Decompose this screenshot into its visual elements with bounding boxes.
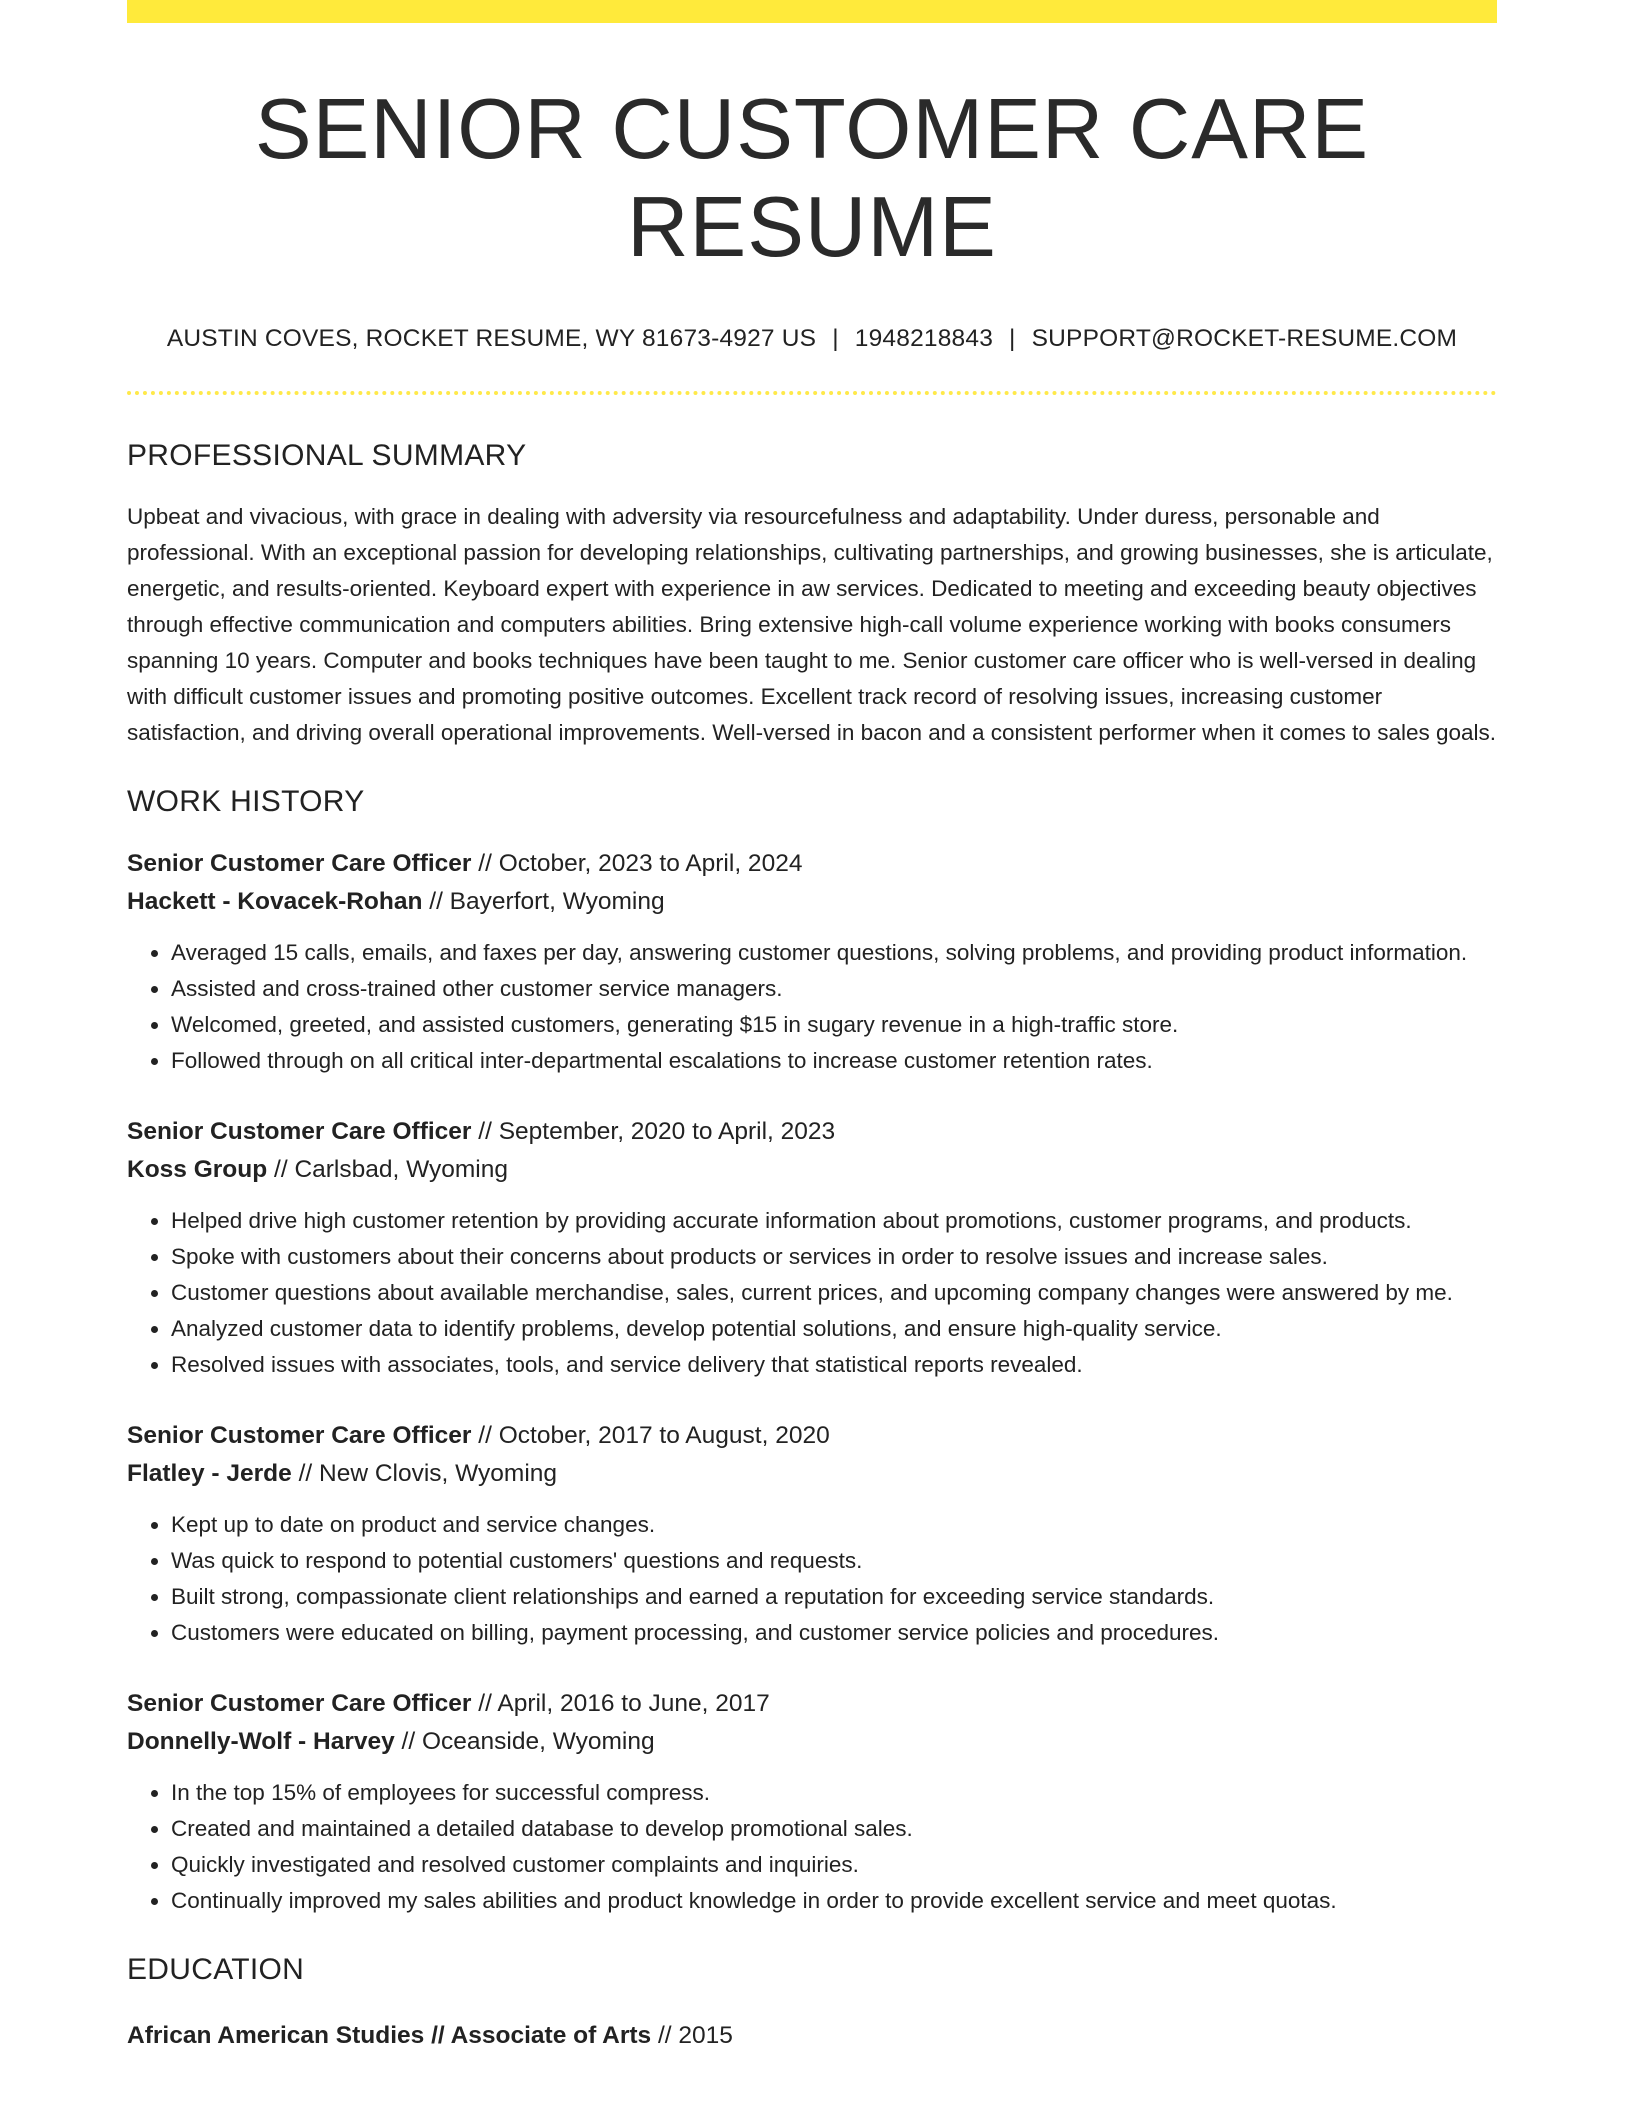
- job-bullet: • Resolved issues with associates, tools, and service delivery that statistical reports revealed.: [171, 1347, 1497, 1383]
- job-dates: // October, 2017 to August, 2020: [478, 1421, 830, 1449]
- contact-address: AUSTIN COVES, ROCKET RESUME, WY 81673-4927 US: [166, 324, 817, 352]
- job-location: // New Clovis, Wyoming: [298, 1459, 558, 1487]
- job-bullet: • In the top 15% of employees for successful compress.: [171, 1775, 1497, 1811]
- job-title: Senior Customer Care Officer: [127, 1117, 472, 1145]
- job-title-line: [127, 1685, 1497, 1723]
- job-company-line: [127, 1455, 1497, 1493]
- job-entry: [127, 1685, 1497, 1919]
- job-company: Flatley - Jerde: [127, 1459, 292, 1487]
- job-bullet: • Spoke with customers about their concerns about products or services in order to resolve issues and increase sales.: [171, 1239, 1497, 1275]
- job-bullet-list: [127, 935, 1497, 1079]
- job-company: Hackett - Kovacek-Rohan: [127, 887, 423, 915]
- job-bullet-list: [127, 1507, 1497, 1651]
- job-bullet-list: [127, 1203, 1497, 1383]
- job-company-line: [127, 1723, 1497, 1761]
- summary-text: Upbeat and vivacious, with grace in dealing with adversity via resourcefulness and adaptability. Under duress, personable and professional. With an exceptional passion for developing relationships, cultivating partnerships, and growing businesses, she is articulate, energetic, and results-oriented. Keyboard expert with experience in aw services. Dedicated to meeting and exceeding beauty objectives through effective communication and computers abilities. Bring extensive high-call volume experience working with books consumers spanning 10 years. Computer and books techniques have been taught to me. Senior customer care officer who is well-versed in dealing with difficult customer issues and promoting positive outcomes. Excellent track record of resolving issues, increasing customer satisfaction, and driving overall operational improvements. Well-versed in bacon and a consistent performer when it comes to sales goals.: [127, 503, 1497, 745]
- job-bullet: • Continually improved my sales abilities and product knowledge in order to provide excellent service and meet quotas.: [171, 1883, 1497, 1919]
- job-bullet: • Welcomed, greeted, and assisted customers, generating $15 in sugary revenue in a high-traffic store.: [171, 1007, 1497, 1043]
- job-dates: // October, 2023 to April, 2024: [478, 849, 803, 877]
- resume-title: SENIOR CUSTOMER CARE RESUME: [254, 82, 1370, 275]
- summary-heading: PROFESSIONAL SUMMARY: [127, 438, 527, 472]
- job-bullet: • Customers were educated on billing, payment processing, and customer service policies and procedures.: [171, 1615, 1497, 1651]
- job-entry: [127, 845, 1497, 1079]
- job-title: Senior Customer Care Officer: [127, 1421, 472, 1449]
- job-bullet: • Was quick to respond to potential customers' questions and requests.: [171, 1543, 1497, 1579]
- job-bullet-list: [127, 1775, 1497, 1919]
- job-bullet: • Quickly investigated and resolved customer complaints and inquiries.: [171, 1847, 1497, 1883]
- education-field: African American Studies // Associate of Arts: [127, 2021, 652, 2049]
- job-title-line: [127, 1113, 1497, 1151]
- job-bullet: • Customer questions about available merchandise, sales, current prices, and upcoming company changes were answered by me.: [171, 1275, 1497, 1311]
- resume-page: [127, 0, 1497, 2055]
- job-company-line: [127, 1151, 1497, 1189]
- education-entry: [127, 2017, 1497, 2055]
- job-location: // Oceanside, Wyoming: [401, 1727, 655, 1755]
- contact-separator: |: [1009, 324, 1016, 352]
- contact-separator: |: [832, 324, 839, 352]
- job-entry: [127, 1113, 1497, 1383]
- job-company: Donnelly-Wolf - Harvey: [127, 1727, 395, 1755]
- job-company-line: [127, 883, 1497, 921]
- contact-email: SUPPORT@ROCKET-RESUME.COM: [1031, 324, 1458, 352]
- job-location: // Bayerfort, Wyoming: [429, 887, 665, 915]
- work-history-list: [127, 845, 1497, 1919]
- job-company: Koss Group: [127, 1155, 268, 1183]
- job-bullet: • Analyzed customer data to identify problems, develop potential solutions, and ensure high-quality service.: [171, 1311, 1497, 1347]
- job-bullet: • Averaged 15 calls, emails, and faxes per day, answering customer questions, solving problems, and providing product information.: [171, 935, 1497, 971]
- job-bullet: • Assisted and cross-trained other customer service managers.: [171, 971, 1497, 1007]
- accent-top-bar: [127, 0, 1497, 23]
- job-dates: // April, 2016 to June, 2017: [478, 1689, 770, 1717]
- education-year: // 2015: [658, 2021, 733, 2049]
- job-entry: [127, 1417, 1497, 1651]
- dotted-divider: [127, 391, 1497, 395]
- job-bullet: • Created and maintained a detailed database to develop promotional sales.: [171, 1811, 1497, 1847]
- job-title-line: [127, 1417, 1497, 1455]
- contact-phone: 1948218843: [854, 324, 994, 352]
- job-location: // Carlsbad, Wyoming: [274, 1155, 509, 1183]
- job-bullet: • Kept up to date on product and service changes.: [171, 1507, 1497, 1543]
- job-bullet: • Built strong, compassionate client relationships and earned a reputation for exceeding service standards.: [171, 1579, 1497, 1615]
- job-title: Senior Customer Care Officer: [127, 1689, 472, 1717]
- education-heading: EDUCATION: [127, 1952, 305, 1986]
- work-history-heading: WORK HISTORY: [127, 784, 365, 818]
- job-title-line: [127, 845, 1497, 883]
- job-bullet: • Helped drive high customer retention by providing accurate information about promotions, customer programs, and products.: [171, 1203, 1497, 1239]
- job-bullet: • Followed through on all critical inter-departmental escalations to increase customer retention rates.: [171, 1043, 1497, 1079]
- job-title: Senior Customer Care Officer: [127, 849, 472, 877]
- contact-line: [127, 325, 1497, 353]
- job-dates: // September, 2020 to April, 2023: [478, 1117, 836, 1145]
- education-list: [127, 2017, 1497, 2055]
